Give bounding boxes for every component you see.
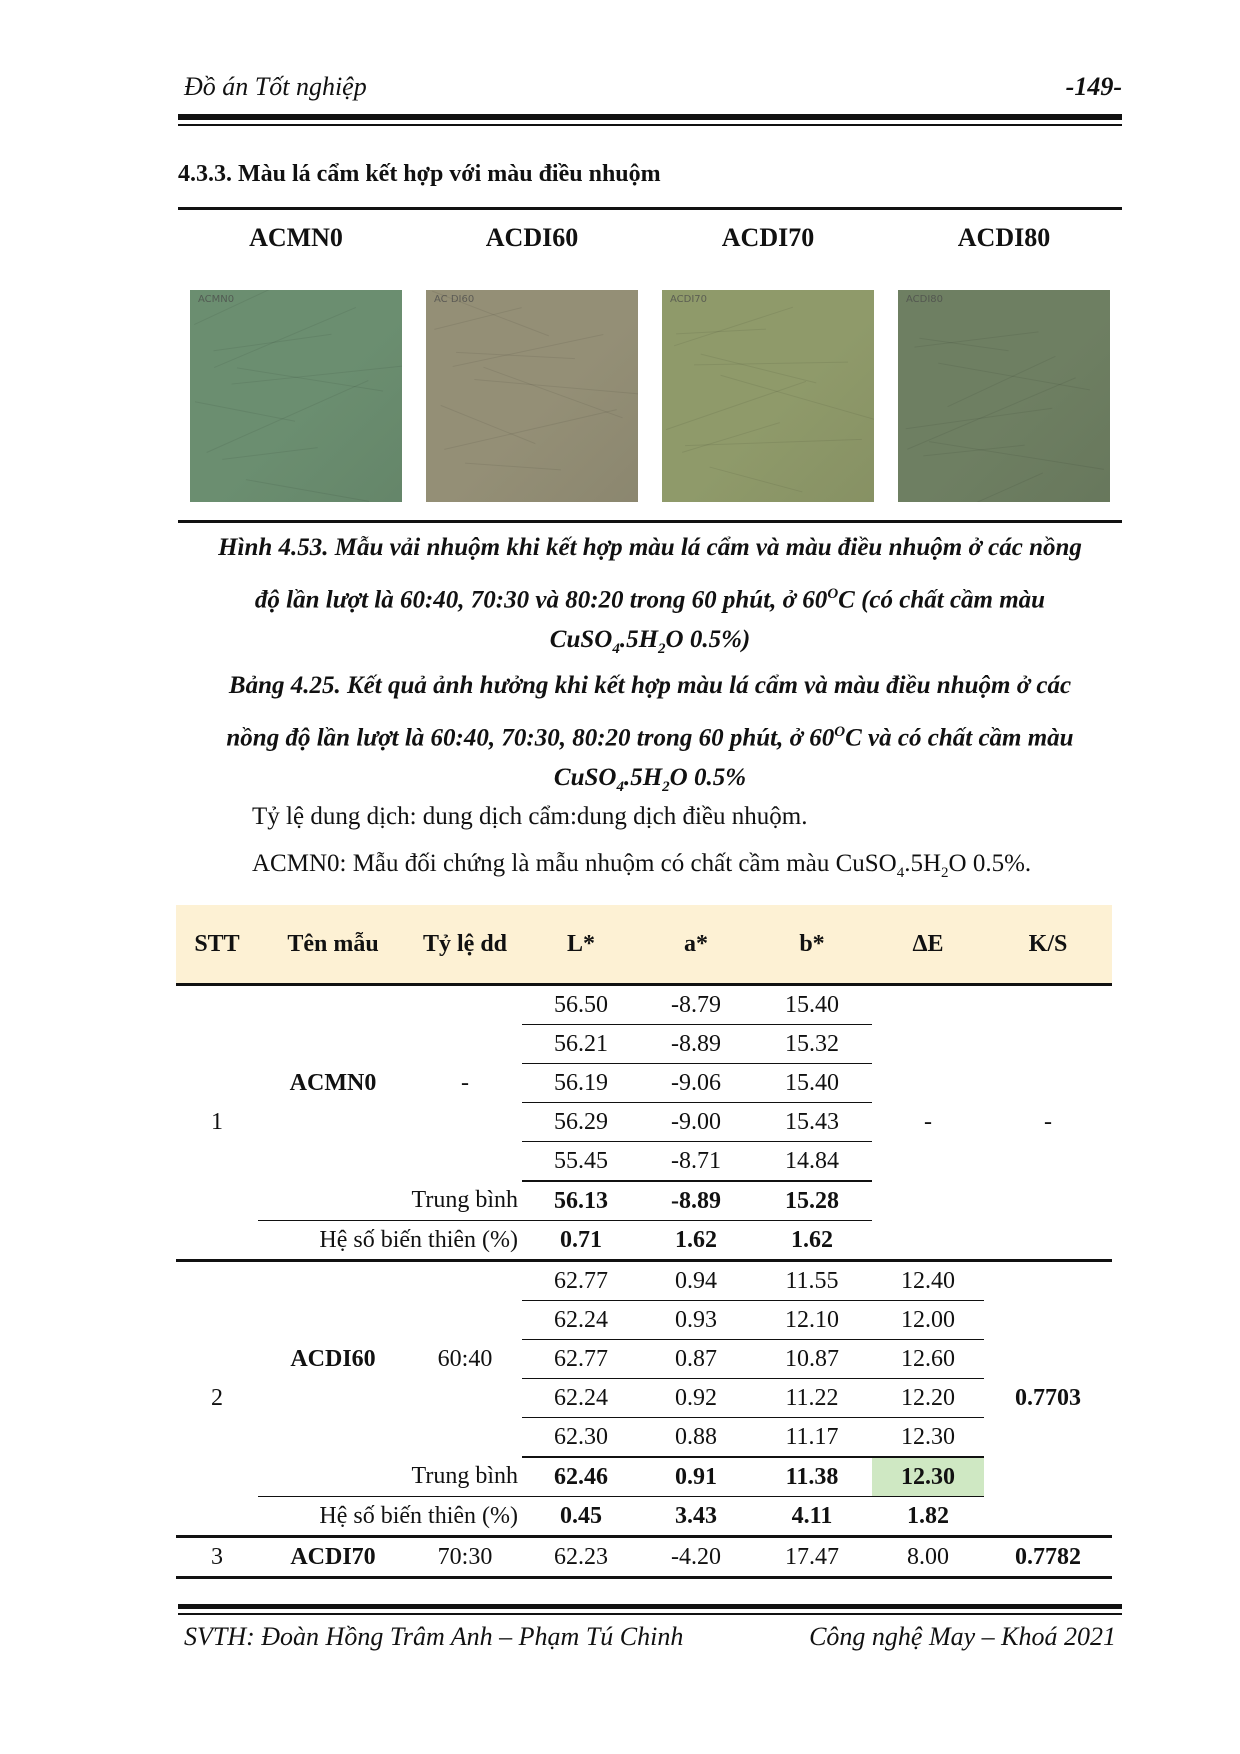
mean-label: Trung bình [411,1187,518,1213]
header-rule-thick [178,114,1122,120]
sample-name-cell: ACDI70 [258,1537,408,1578]
delta-e-value: 12.00 [872,1301,984,1340]
ks-cell: - [1044,1109,1052,1135]
fabric-crease [222,447,317,460]
a-value: 0.87 [640,1340,752,1379]
l-value: 62.23 [522,1537,640,1578]
delta-e-value: 8.00 [872,1537,984,1578]
a-value: -8.89 [640,1025,752,1064]
fabric-crease [206,380,368,453]
swatch-handwritten-note: AC DI60 [434,294,475,305]
fabric-crease [246,479,369,502]
a-mean: -8.89 [640,1181,752,1221]
header-b: b* [752,905,872,985]
l-value: 56.29 [522,1103,640,1142]
l-value: 62.24 [522,1379,640,1418]
b-value: 15.43 [752,1103,872,1142]
b-value: 14.84 [752,1142,872,1182]
fabric-crease [465,463,561,471]
fabric-crease [682,422,780,453]
l-value: 62.77 [522,1261,640,1301]
fabric-crease [453,334,604,367]
delta-e-mean-highlight: 12.30 [872,1457,984,1497]
fabric-crease [938,363,1090,391]
l-mean: 56.13 [522,1181,640,1221]
sample-label: ACDI60 [485,223,579,252]
b-mean: 15.28 [752,1181,872,1221]
l-value: 62.77 [522,1340,640,1379]
a-value: 0.92 [640,1379,752,1418]
table-header-row [176,905,1112,985]
fabric-crease [483,367,622,419]
header-rule-thin [178,124,1122,126]
delta-e-value: 12.30 [872,1418,984,1458]
fabric-crease [701,354,817,384]
fabric-crease [237,367,383,391]
table-row [176,985,1112,1025]
fabric-crease [955,473,1043,502]
a-value: -9.06 [640,1064,752,1103]
delta-e-cell: - [924,1109,932,1135]
footer-department: Công nghệ May – Khoá 2021 [809,1622,1116,1651]
cv-label: Hệ số biến thiên (%) [258,1221,522,1261]
fabric-crease [694,362,848,366]
fabric-swatch-acdi70 [662,290,874,502]
ks-cell: 0.7782 [984,1537,1112,1578]
footer-rule-thick [178,1604,1122,1609]
l-value: 56.21 [522,1025,640,1064]
fabric-crease [907,377,1076,449]
note-ratio: Tỷ lệ dung dịch: dung dịch cẩm:dung dịch điều nhuộm. [252,803,808,830]
fabric-crease [710,467,803,493]
l-cv: 0.71 [522,1221,640,1261]
swatch-handwritten-note: ACDI80 [906,294,944,305]
sample-name-cell: ACMN0 [289,1070,377,1096]
fabric-crease [674,307,793,347]
fabric-swatch-acdi80 [898,290,1110,502]
l-value: 56.50 [554,991,608,1018]
header-l: L* [522,905,640,985]
a-cv: 1.62 [640,1221,752,1261]
a-value: 0.88 [640,1418,752,1458]
figure-labels [178,223,1122,253]
delta-e-value: 12.60 [872,1340,984,1379]
delta-e-cv: 1.82 [872,1497,984,1537]
mean-label: Trung bình [411,1463,518,1489]
fabric-swatch-acmn0 [190,290,402,502]
fabric-crease [444,409,617,450]
mean-row [176,1457,1112,1497]
table-caption-line: $CuSO_4.5H_2O$ 0.5% [553,764,747,795]
table-row [176,1261,1112,1301]
sample-label: ACDI80 [957,223,1051,252]
a-mean: 0.91 [640,1457,752,1497]
page-number: -149- [1065,72,1122,101]
results-table [176,905,1112,1579]
footer-rule-thin [178,1613,1122,1615]
fabric-crease [195,401,295,421]
figure-bottom-rule [178,520,1122,523]
delta-e-value: 12.20 [872,1379,984,1418]
header-delta-e: ΔE [872,905,984,985]
b-value: 15.40 [752,1064,872,1103]
l-value: 62.24 [522,1301,640,1340]
a-value: -8.79 [671,991,721,1018]
header-ks: K/S [984,905,1112,985]
stt-cell: 2 [176,1261,258,1537]
l-value: 55.45 [522,1142,640,1182]
fabric-swatch-acdi60 [426,290,638,502]
sample-label: ACDI70 [721,223,815,252]
header-sample-name: Tên mẫu [258,905,408,985]
cv-label: Hệ số biến thiên (%) [258,1497,522,1537]
cv-row [176,1497,1112,1537]
a-value: 0.93 [640,1301,752,1340]
fabric-crease [720,375,874,426]
header-a: a* [640,905,752,985]
stt-cell: 3 [176,1537,258,1578]
a-value: 0.94 [640,1261,752,1301]
b-cv: 1.62 [752,1221,872,1261]
swatch-handwritten-note: ACMN0 [198,294,235,305]
fabric-crease [666,381,806,430]
ratio-cell: 60:40 [408,1261,522,1458]
ratio-cell: 70:30 [408,1537,522,1578]
header-ratio: Tỷ lệ dd [408,905,522,985]
b-cv: 4.11 [752,1497,872,1537]
ks-cell: 0.7703 [984,1261,1112,1537]
a-value: -8.71 [640,1142,752,1182]
b-value: 11.55 [752,1261,872,1301]
b-value: 15.40 [785,991,839,1018]
header-stt: STT [176,905,258,985]
l-value: 56.19 [522,1064,640,1103]
b-mean: 11.38 [752,1457,872,1497]
a-value: -9.00 [640,1103,752,1142]
fabric-crease [432,291,549,337]
b-value: 11.22 [752,1379,872,1418]
b-value: 10.87 [752,1340,872,1379]
swatch-handwritten-note: ACDI70 [670,294,708,305]
l-cv: 0.45 [522,1497,640,1537]
fabric-crease [231,364,402,384]
b-value: 11.17 [752,1418,872,1458]
b-value: 12.10 [752,1301,872,1340]
b-value: 17.47 [752,1537,872,1578]
fabric-crease [434,307,522,330]
footer-authors: SVTH: Đoàn Hồng Trâm Anh – Phạm Tú Chinh [184,1622,684,1651]
l-mean: 62.46 [522,1457,640,1497]
l-value: 62.30 [522,1418,640,1458]
sample-name-cell: ACDI60 [258,1261,408,1458]
table-caption-line: Bảng 4.25. Kết quả ảnh hưởng khi kết hợp màu lá cẩm và màu điều nhuộm ở các [228,672,1072,699]
a-cv: 3.43 [640,1497,752,1537]
delta-e-value: 12.40 [872,1261,984,1301]
section-heading: 4.3.3. Màu lá cẩm kết hợp với màu điều nhuộm [178,161,661,187]
header-title: Đồ án Tốt nghiệp [184,72,367,101]
note-control: ACMN0: Mẫu đối chứng là mẫu nhuộm có chất cầm màu $CuSO_4.5H_2O$ 0.5%. [252,850,1032,881]
table-row [176,1537,1112,1578]
b-value: 15.32 [752,1025,872,1064]
sample-label: ACMN0 [249,223,343,252]
stt-cell: 1 [211,1109,223,1135]
ratio-cell: - [461,1070,469,1096]
figure-top-rule [178,207,1122,210]
figure-caption-line: $CuSO_4.5H_2O$ 0.5%) [549,626,751,657]
figure-caption-line: Hình 4.53. Mẫu vải nhuộm khi kết hợp màu lá cẩm và màu điều nhuộm ở các nồng [218,534,1082,561]
fabric-crease [214,307,356,368]
figure-caption-line: độ lần lượt là 60:40, 70:30 và 80:20 trong 60 phút, ở $60^OC$ (có chất cầm màu [254,586,1046,614]
table-caption-line: nồng độ lần lượt là 60:40, 70:30, 80:20 trong 60 phút, ở $60^OC$ và có chất cầm màu [226,724,1074,752]
a-value: -4.20 [640,1537,752,1578]
